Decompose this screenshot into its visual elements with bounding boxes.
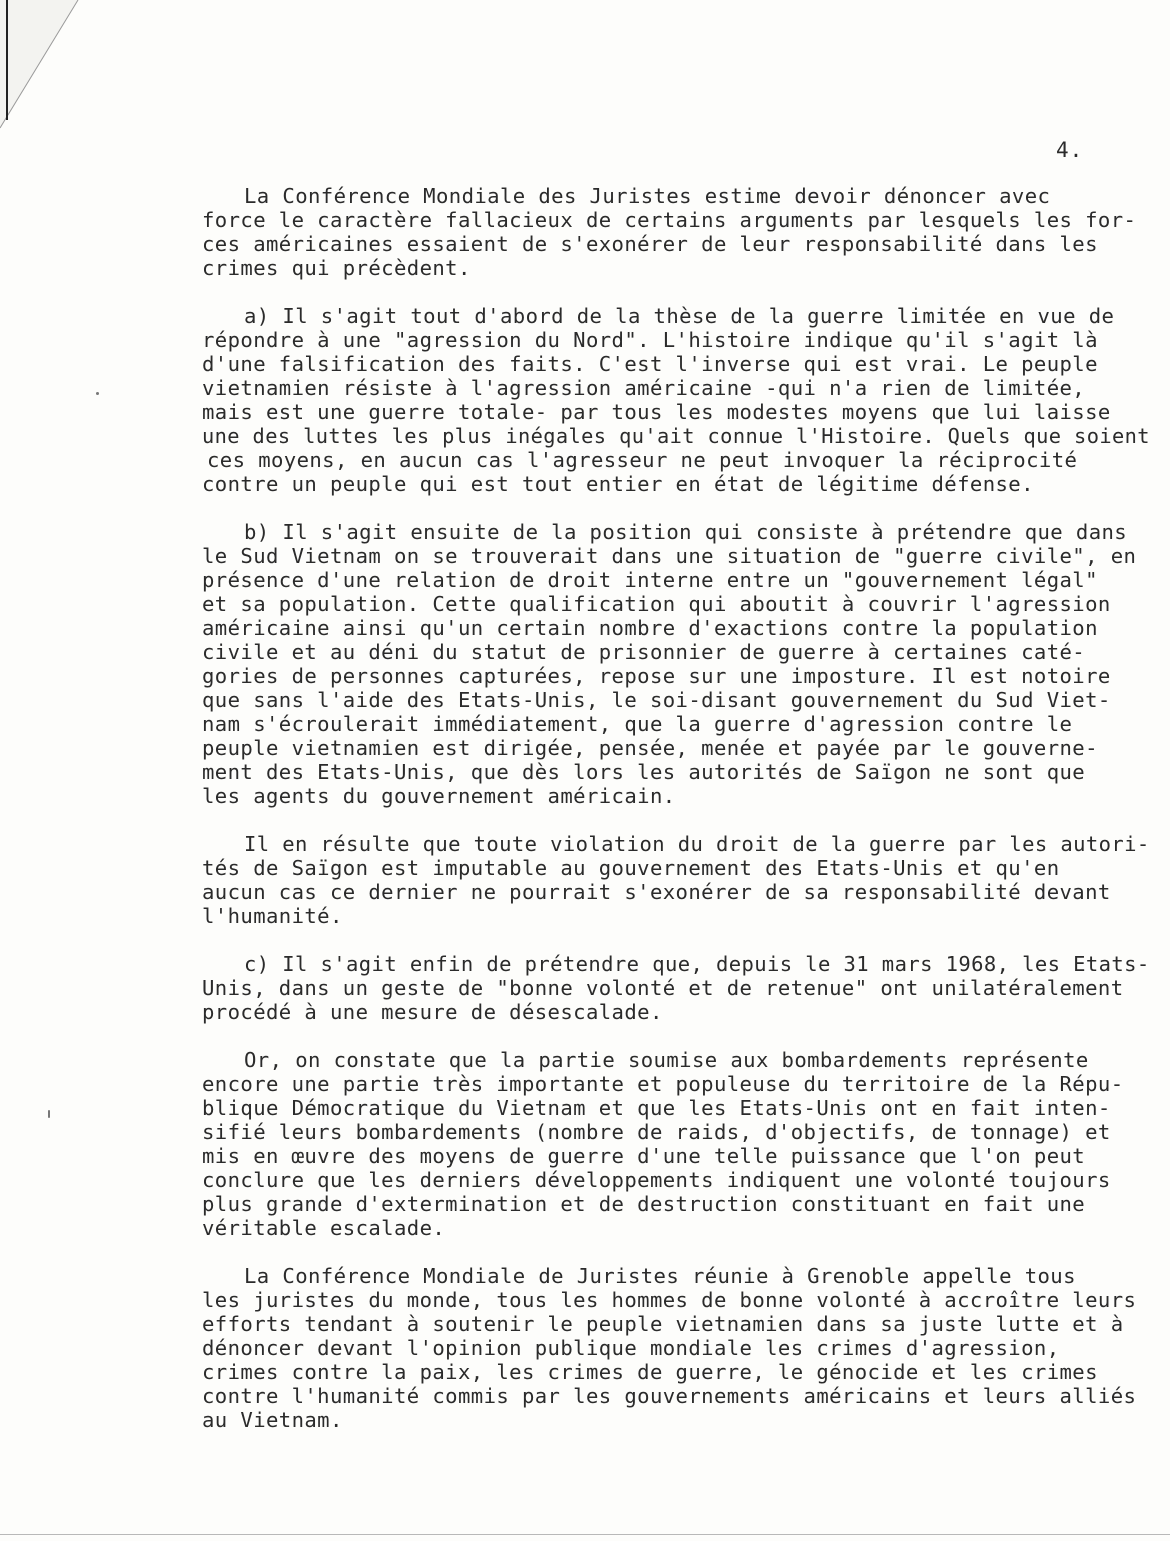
text-line: Il en résulte que toute violation du droit de la guerre par les autori-	[244, 832, 1150, 856]
text-line: tés de Saïgon est imputable au gouvernement des Etats-Unis et qu'en	[202, 856, 1060, 880]
text-line: a) Il s'agit tout d'abord de la thèse de la guerre limitée en vue de	[244, 304, 1115, 328]
text-line: civile et au déni du statut de prisonnier de guerre à certaines caté-	[202, 640, 1086, 664]
text-line: ment des Etats-Unis, que dès lors les autorités de Saïgon ne sont que	[202, 760, 1086, 784]
scan-edge-shadow	[6, 0, 8, 120]
page-number: 4.	[1056, 138, 1084, 162]
text-line: plus grande d'extermination et de destruction constituant en fait une	[202, 1192, 1086, 1216]
text-line: gories de personnes capturées, repose sur une imposture. Il est notoire	[202, 664, 1111, 688]
text-line: l'humanité.	[202, 904, 343, 928]
text-line: conclure que les derniers développements indiquent une volonté toujours	[202, 1168, 1111, 1192]
text-line: procédé à une mesure de désescalade.	[202, 1000, 663, 1024]
text-line: ces américaines essaient de s'exonérer de leur responsabilité dans les	[202, 232, 1098, 256]
paper-speck	[96, 392, 99, 395]
paper-speck	[48, 1110, 50, 1118]
text-line: force le caractère fallacieux de certains arguments par lesquels les for-	[202, 208, 1137, 232]
text-line: efforts tendant à soutenir le peuple vietnamien dans sa juste lutte et à	[202, 1312, 1124, 1336]
text-line: une des luttes les plus inégales qu'ait connue l'Histoire. Quels que soient	[202, 424, 1150, 448]
text-line: d'une falsification des faits. C'est l'inverse qui est vrai. Le peuple	[202, 352, 1098, 376]
scan-bottom-edge	[0, 1534, 1170, 1535]
text-line: les agents du gouvernement américain.	[202, 784, 676, 808]
text-line: et sa population. Cette qualification qui aboutit à couvrir l'agression	[202, 592, 1111, 616]
text-line: ces moyens, en aucun cas l'agresseur ne peut invoquer la réciprocité	[207, 448, 1078, 472]
text-line: mis en œuvre des moyens de guerre d'une telle puissance que l'on peut	[202, 1144, 1086, 1168]
text-line: dénoncer devant l'opinion publique mondiale les crimes d'agression,	[202, 1336, 1060, 1360]
text-line: La Conférence Mondiale de Juristes réunie à Grenoble appelle tous	[244, 1264, 1076, 1288]
text-line: blique Démocratique du Vietnam et que les Etats-Unis ont en fait inten-	[202, 1096, 1111, 1120]
text-line: vietnamien résiste à l'agression américaine -qui n'a rien de limitée,	[202, 376, 1086, 400]
text-line: La Conférence Mondiale des Juristes estime devoir dénoncer avec	[244, 184, 1051, 208]
text-line: aucun cas ce dernier ne pourrait s'exonérer de sa responsabilité devant	[202, 880, 1111, 904]
text-line: Unis, dans un geste de "bonne volonté et de retenue" ont unilatéralement	[202, 976, 1124, 1000]
text-line: peuple vietnamien est dirigée, pensée, menée et payée par le gouverne-	[202, 736, 1098, 760]
text-line: crimes contre la paix, les crimes de guerre, le génocide et les crimes	[202, 1360, 1098, 1384]
text-line: sifié leurs bombardements (nombre de raids, d'objectifs, de tonnage) et	[202, 1120, 1111, 1144]
text-line: contre l'humanité commis par les gouvernements américains et leurs alliés	[202, 1384, 1137, 1408]
text-line: mais est une guerre totale- par tous les modestes moyens que lui laisse	[202, 400, 1111, 424]
text-line: contre un peuple qui est tout entier en état de légitime défense.	[202, 472, 1034, 496]
text-line: véritable escalade.	[202, 1216, 446, 1240]
text-line: Or, on constate que la partie soumise aux bombardements représente	[244, 1048, 1089, 1072]
text-line: nam s'écroulerait immédiatement, que la guerre d'agression contre le	[202, 712, 1073, 736]
text-line: les juristes du monde, tous les hommes de bonne volonté à accroître leurs	[202, 1288, 1137, 1312]
text-line: que sans l'aide des Etats-Unis, le soi-disant gouvernement du Sud Viet-	[202, 688, 1111, 712]
text-line: répondre à une "agression du Nord". L'histoire indique qu'il s'agit là	[202, 328, 1098, 352]
text-line: le Sud Vietnam on se trouverait dans une situation de "guerre civile", en	[202, 544, 1137, 568]
text-line: crimes qui précèdent.	[202, 256, 471, 280]
text-line: au Vietnam.	[202, 1408, 343, 1432]
text-line: encore une partie très importante et populeuse du territoire de la Répu-	[202, 1072, 1124, 1096]
text-line: b) Il s'agit ensuite de la position qui consiste à prétendre que dans	[244, 520, 1128, 544]
text-line: américaine ainsi qu'un certain nombre d'exactions contre la population	[202, 616, 1098, 640]
text-line: c) Il s'agit enfin de prétendre que, depuis le 31 mars 1968, les Etats-	[244, 952, 1150, 976]
text-line: présence d'une relation de droit interne entre un "gouvernement légal"	[202, 568, 1098, 592]
